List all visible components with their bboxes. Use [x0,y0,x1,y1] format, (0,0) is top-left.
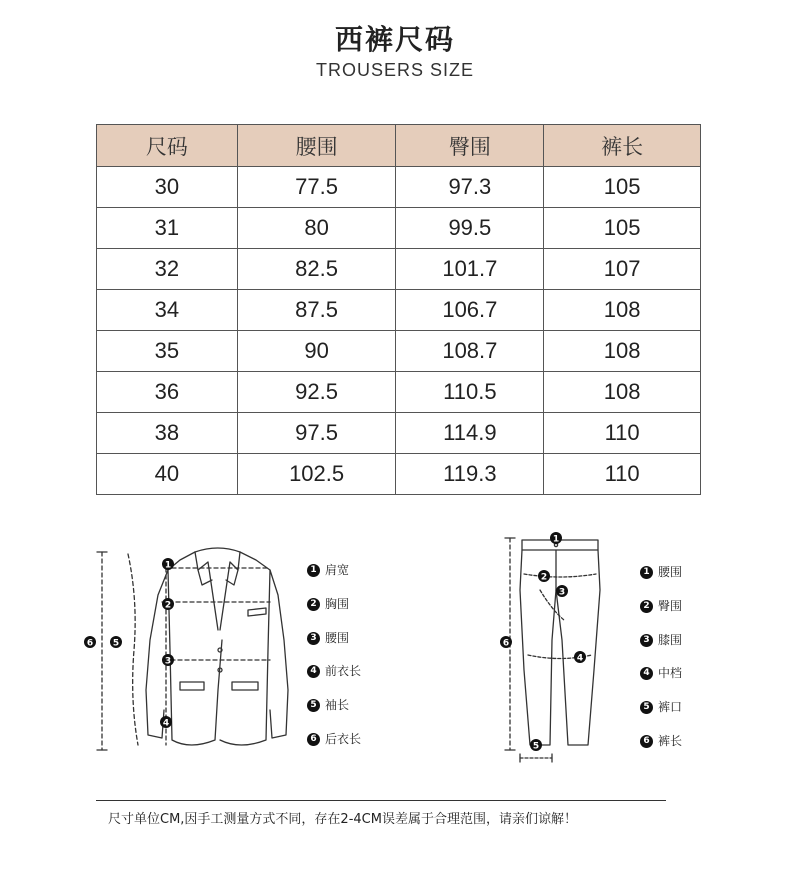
jacket-legend-label: 肩宽 [325,563,350,577]
trousers-legend-label: 裤口 [658,700,683,715]
cell-waist: 92.5 [237,372,396,413]
jacket-legend-item [307,663,361,679]
page-title: 西裤尺码 [334,23,455,56]
cell-waist: 90 [237,331,396,372]
cell-size: 32 [97,249,238,290]
cell-size: 31 [97,208,238,249]
table-header-row [97,125,701,167]
jacket-marker [110,636,122,649]
jacket-marker [84,636,96,649]
table-body [97,167,701,495]
cell-size: 36 [97,372,238,413]
trousers-diagram [490,530,610,765]
note-text: 尺寸单位CM,因手工测量方式不同，存在2-4CM误差属于合理范围，请亲们谅解！ [108,812,577,827]
jacket-legend-number: 2 [307,598,320,611]
trousers-marker-number: 1 [552,534,560,545]
jacket-legend-item [307,562,349,578]
trousers-marker [550,532,562,545]
cell-size: 35 [97,331,238,372]
jacket-legend-item [307,596,349,612]
jacket-marker-number: 4 [162,718,170,729]
cell-length: 108 [544,372,701,413]
cell-size: 30 [97,167,238,208]
jacket-marker-number: 6 [86,638,94,649]
trousers-legend-number: 3 [640,634,653,647]
cell-hip: 108.7 [396,331,544,372]
trousers-marker-number: 3 [558,587,566,598]
trousers-legend-label: 裤长 [658,734,683,748]
cell-hip: 106.7 [396,290,544,331]
cell-waist: 97.5 [237,413,396,454]
trousers-legend-label: 中档 [658,666,683,681]
cell-length: 107 [544,249,701,290]
table-row [97,413,701,454]
trousers-marker-number: 2 [540,572,548,583]
cell-hip: 110.5 [396,372,544,413]
cell-waist: 102.5 [237,454,396,495]
trousers-legend-label: 臀围 [658,598,683,613]
cell-length: 110 [544,413,701,454]
jacket-legend-item [307,697,349,713]
cell-waist: 77.5 [237,167,396,208]
header-hip: 臀围 [396,125,544,167]
jacket-diagram [80,540,310,760]
trousers-marker [538,570,550,583]
trousers-marker [530,739,542,752]
header-size: 尺码 [97,125,238,167]
cell-hip: 119.3 [396,454,544,495]
trousers-legend-item [640,699,682,715]
jacket-legend-label: 胸围 [325,596,350,611]
trousers-legend-item [640,564,682,580]
cell-length: 108 [544,290,701,331]
jacket-marker-number: 1 [164,560,172,571]
jacket-legend-label: 后衣长 [325,732,362,746]
jacket-marker [162,598,174,611]
table-row [97,454,701,495]
table-row [97,372,701,413]
jacket-legend-number: 4 [307,665,320,678]
table-row [97,249,701,290]
jacket-legend-item [307,630,349,646]
table-row [97,208,701,249]
cell-hip: 97.3 [396,167,544,208]
cell-size: 34 [97,290,238,331]
trousers-legend-label: 膝围 [658,632,683,647]
trousers-legend-item [640,665,682,681]
jacket-legend-number: 1 [307,564,320,577]
jacket-legend-label: 前衣长 [325,664,362,679]
trousers-legend-number: 5 [640,701,653,714]
trousers-marker [556,585,568,598]
trousers-marker-number: 4 [576,653,584,664]
trousers-legend-number: 6 [640,735,653,748]
cell-length: 108 [544,331,701,372]
cell-length: 110 [544,454,701,495]
header-length: 裤长 [544,125,701,167]
trousers-legend-label: 腰围 [658,565,683,579]
cell-size: 38 [97,413,238,454]
jacket-marker-number: 5 [112,638,120,649]
table-row [97,290,701,331]
trousers-legend-number: 2 [640,600,653,613]
cell-length: 105 [544,208,701,249]
cell-hip: 114.9 [396,413,544,454]
jacket-legend-item [307,731,361,747]
trousers-legend-item [640,598,682,614]
trousers-legend-number: 4 [640,667,653,680]
cell-hip: 99.5 [396,208,544,249]
cell-waist: 87.5 [237,290,396,331]
jacket-marker [162,654,174,667]
table-row [97,167,701,208]
trousers-marker-number: 6 [502,638,510,649]
cell-hip: 101.7 [396,249,544,290]
cell-size: 40 [97,454,238,495]
jacket-legend-number: 3 [307,632,320,645]
header-waist: 腰围 [237,125,396,167]
cell-length: 105 [544,167,701,208]
jacket-legend-label: 袖长 [325,698,350,713]
cell-waist: 80 [237,208,396,249]
jacket-legend-number: 6 [307,733,320,746]
cell-waist: 82.5 [237,249,396,290]
jacket-legend-label: 腰围 [325,630,350,645]
jacket-legend-number: 5 [307,699,320,712]
jacket-marker-number: 3 [164,656,172,667]
page-subtitle: TROUSERS SIZE [315,60,475,80]
note-divider [96,800,666,801]
size-table [96,124,701,495]
jacket-marker-number: 2 [164,600,172,611]
trousers-legend-item [640,632,682,648]
table-row [97,331,701,372]
trousers-legend-item [640,733,682,749]
jacket-marker [160,716,172,729]
trousers-marker [574,651,586,664]
trousers-marker-number: 5 [532,741,540,752]
trousers-legend-number: 1 [640,566,653,579]
